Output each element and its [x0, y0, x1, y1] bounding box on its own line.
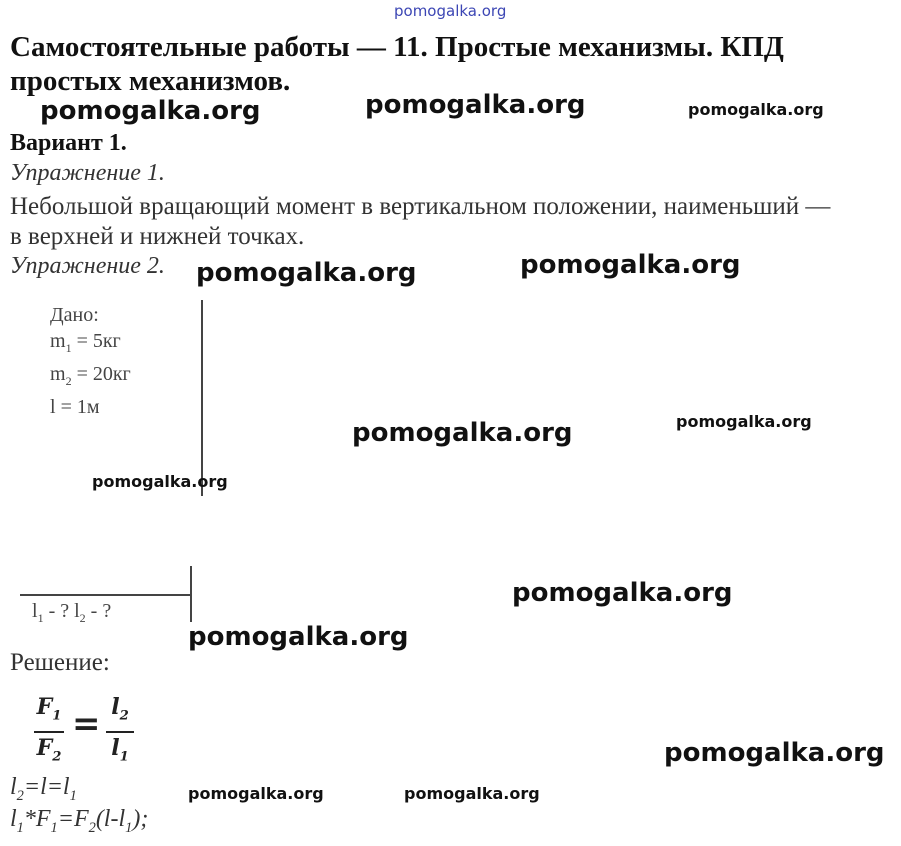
- find-divider-horizontal: [20, 594, 190, 596]
- watermark: pomogalka.org: [520, 250, 741, 280]
- given-block: [50, 302, 131, 427]
- fraction-left: $F_1$ $F_2$: [34, 694, 64, 771]
- variant-heading: Вариант 1.: [10, 130, 127, 156]
- find-block: $l_1$ - ? $l_2$ - ?: [32, 600, 112, 625]
- exercise-2-label: Упражнение 2.: [10, 253, 165, 279]
- watermark-top: pomogalka.org: [394, 2, 507, 20]
- watermark: pomogalka.org: [196, 258, 417, 288]
- watermark: pomogalka.org: [688, 100, 824, 119]
- watermark: pomogalka.org: [404, 784, 540, 803]
- watermark: pomogalka.org: [365, 90, 586, 120]
- given-divider-vertical: [201, 300, 203, 496]
- watermark: pomogalka.org: [188, 622, 409, 652]
- watermark: pomogalka.org: [676, 412, 812, 431]
- exercise-1-label: Упражнение 1.: [10, 160, 165, 186]
- watermark: pomogalka.org: [188, 784, 324, 803]
- solution-label: Решение:: [10, 649, 110, 676]
- formula-line-2: $l_1*F_1=F_2(l-l_1)$;: [10, 806, 149, 836]
- watermark: pomogalka.org: [92, 472, 228, 491]
- given-item: $m_2 = 20кг$: [50, 363, 131, 388]
- exercise-1-answer-line-1: Небольшой вращающий момент в вертикальном положении, наименьший —: [10, 193, 831, 220]
- given-item: l = 1м: [50, 396, 100, 418]
- find-divider-vertical: [190, 566, 192, 622]
- fraction-equals-sign: =: [72, 704, 101, 744]
- watermark: pomogalka.org: [352, 418, 573, 448]
- watermark: pomogalka.org: [512, 578, 733, 608]
- watermark: pomogalka.org: [40, 96, 261, 126]
- page-title: Самостоятельные работы — 11. Простые механизмы. КПД простых механизмов.: [10, 31, 784, 97]
- formula-line-1: $l_2=l=l_1$: [10, 774, 77, 804]
- exercise-1-answer-line-2: в верхней и нижней точках.: [10, 223, 305, 250]
- fraction-right: $l_2$ $l_1$: [106, 694, 134, 771]
- given-label: Дано:: [50, 304, 99, 326]
- watermark: pomogalka.org: [664, 738, 885, 768]
- given-item: $m_1 = 5кг$: [50, 330, 121, 355]
